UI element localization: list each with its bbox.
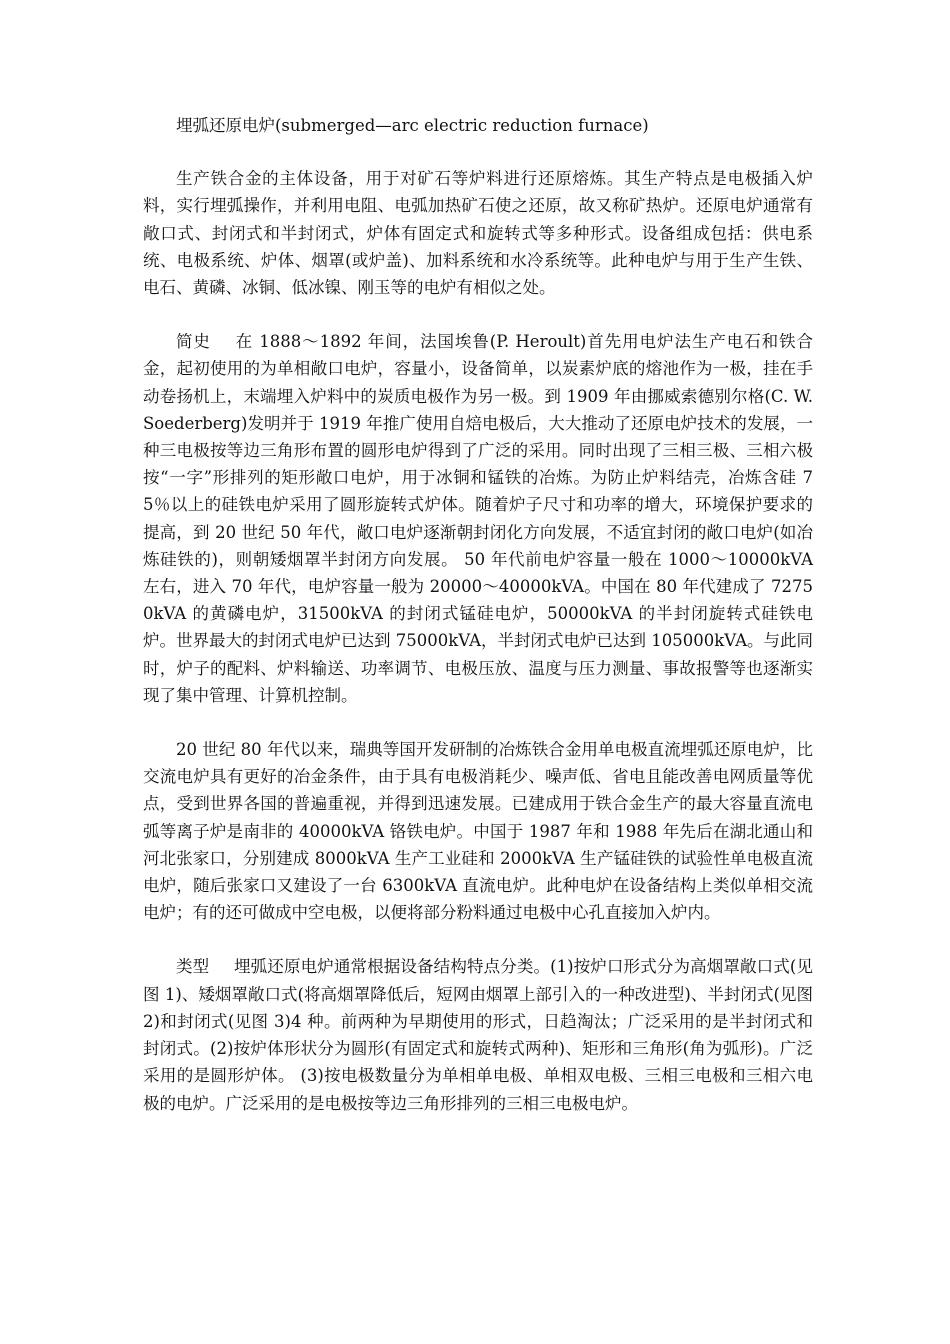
history-paragraph: [143, 328, 813, 709]
types-label: 类型: [176, 957, 210, 977]
document-page: [143, 112, 813, 1117]
types-text: 埋弧还原电炉通常根据设备结构特点分类。(1)按炉口形式分为高烟罩敞口式(见图 1)、矮烟罩敞口式(将高烟罩降低后，短网由烟罩上部引入的一种改进型)、半封闭式(见图 2)和封闭式(见图 3)4 种。前两种为早期使用的形式，日趋淘汰；广泛采用的是半封闭式和封闭式。(2)按炉体形状分为圆形(有固定式和旋转式两种)、矩形和三角形(角为弧形)。广泛采用的是圆形炉体。 (3)按电极数量分为单相单电极、单相双电极、三相三电极和三相六电极的电炉。广泛采用的是电极按等边三角形排列的三相三电极电炉。: [143, 957, 814, 1113]
document-title: 埋弧还原电炉(submerged—arc electric reduction furnace): [176, 116, 649, 135]
types-paragraph: [143, 953, 813, 1116]
history-label: 简史: [176, 332, 211, 352]
history-text: 在 1888～1892 年间，法国埃鲁(P. Heroult)首先用电炉法生产电石和铁合金，起初使用的为单相敞口电炉，容量小，设备简单，以炭素炉底的熔池作为一极，挂在手动卷扬机上，末端埋入炉料中的炭质电极作为另一极。到 1909 年由挪威索德别尔格(C. W. Soederberg)发明并于 1919 年推广使用自焙电极后，大大推动了还原电炉技术的发展，一种三电极按等边三角形布置的圆形电炉得到了广泛的采用。同时出现了三相三极、三相六极按“一字”形排列的矩形敞口电炉，用于冰铜和锰铁的冶炼。为防止炉料结壳，冶炼含硅 75％以上的硅铁电炉采用了圆形旋转式炉体。随着炉子尺寸和功率的增大，环境保护要求的提高，到 20 世纪 50 年代，敞口电炉逐渐朝封闭化方向发展，不适宜封闭的敞口电炉(如冶炼硅铁的)，则朝矮烟罩半封闭方向发展。 50 年代前电炉容量一般在 1000～10000kVA 左右，进入 70 年代，电炉容量一般为 20000～40000kVA。中国在 80 年代建成了 72750kVA 的黄磷电炉，31500kVA 的封闭式锰硅电炉，50000kVA 的半封闭旋转式硅铁电炉。世界最大的封闭式电炉已达到 75000kVA，半封闭式电炉已达到 105000kVA。与此同时，炉子的配料、炉料输送、功率调节、电极压放、温度与压力测量、事故报警等也逐渐实现了集中管理、计算机控制。: [143, 332, 814, 705]
intro-paragraph: 生产铁合金的主体设备，用于对矿石等炉料进行还原熔炼。其生产特点是电极插入炉料，实行埋弧操作，并利用电阻、电弧加热矿石使之还原，故又称矿热炉。还原电炉通常有敞口式、封闭式和半封闭式，炉体有固定式和旋转式等多种形式。设备组成包括：供电系统、电极系统、炉体、烟罩(或炉盖)、加料系统和水冷系统等。此种电炉与用于生产生铁、电石、黄磷、冰铜、低冰镍、刚玉等的电炉有相似之处。: [143, 169, 813, 298]
dc-furnace-paragraph: 20 世纪 80 年代以来，瑞典等国开发研制的冶炼铁合金用单电极直流埋弧还原电炉，比交流电炉具有更好的冶金条件，由于具有电极消耗少、噪声低、省电且能改善电网质量等优点，受到世界各国的普遍重视，并得到迅速发展。已建成用于铁合金生产的最大容量直流电弧等离子炉是南非的 40000kVA 铬铁电炉。中国于 1987 年和 1988 年先后在湖北通山和河北张家口，分别建成 8000kVA 生产工业硅和 2000kVA 生产锰硅铁的试验性单电极直流电炉，随后张家口又建设了一台 6300kVA 直流电炉。此种电炉在设备结构上类似单相交流电炉；有的还可做成中空电极，以便将部分粉料通过电极中心孔直接加入炉内。: [143, 740, 813, 923]
